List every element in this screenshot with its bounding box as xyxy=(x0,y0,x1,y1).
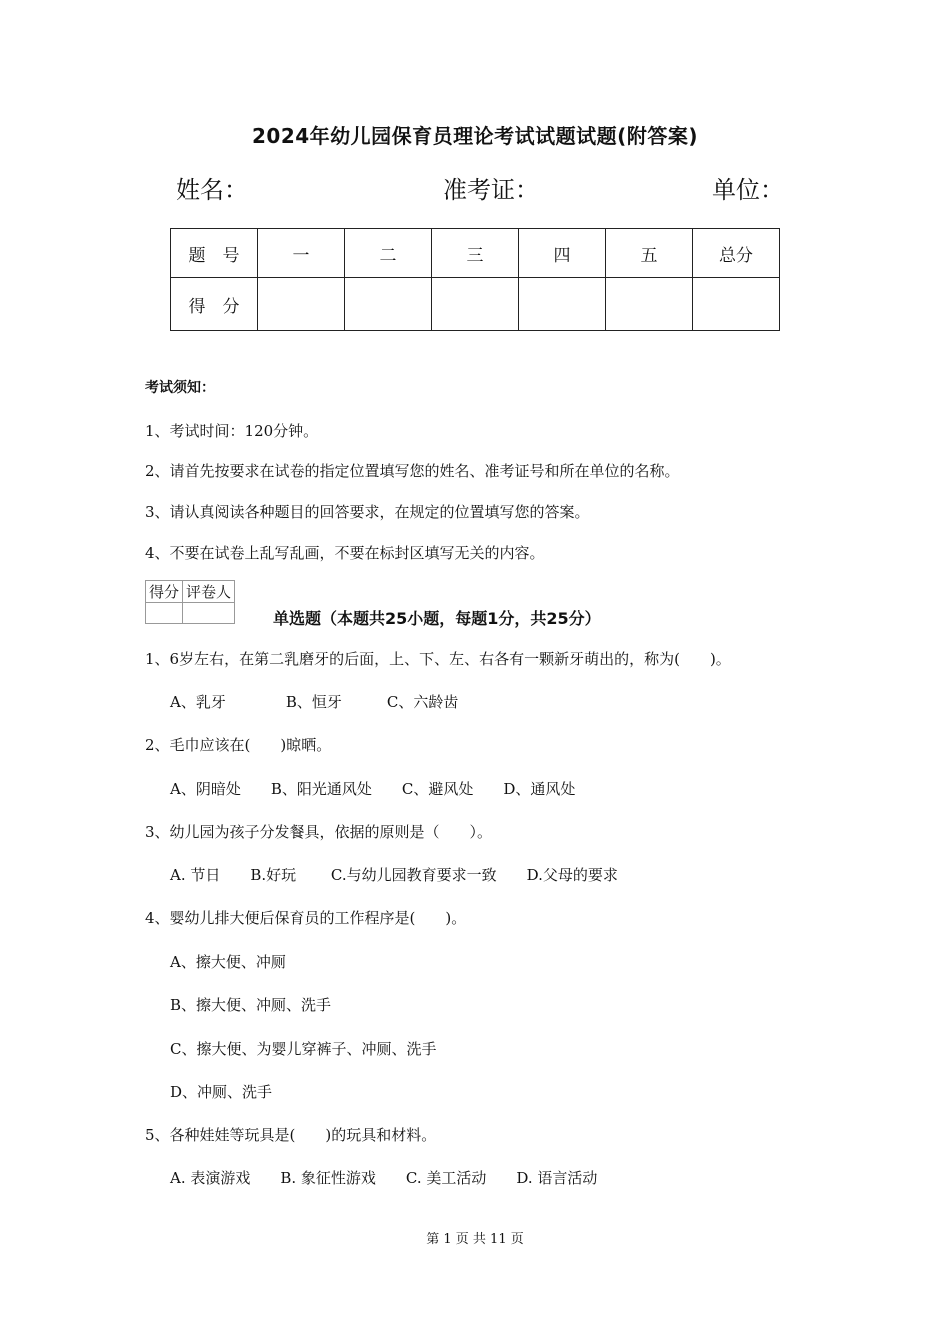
page-title: 2024年幼儿园保育员理论考试试题试题(附答案) xyxy=(252,124,698,148)
grader-box-grader-cell[interactable] xyxy=(183,603,235,624)
score-input-cell[interactable] xyxy=(345,278,432,331)
notice-item: 1、考试时间：120分钟。 xyxy=(145,422,319,440)
question-stem: 4、婴幼儿排大便后保育员的工作程序是( )。 xyxy=(145,909,467,927)
unit-field-label: 单位： xyxy=(712,176,784,204)
question-option: D、冲厕、洗手 xyxy=(170,1083,273,1101)
notice-item: 2、请首先按要求在试卷的指定位置填写您的姓名、准考证号和所在单位的名称。 xyxy=(145,462,680,480)
question-options: A. 节日 B.好玩 C.与幼儿园教育要求一致 D.父母的要求 xyxy=(170,866,618,884)
score-table-score-row xyxy=(171,278,780,331)
question-stem: 1、6岁左右，在第二乳磨牙的后面，上、下、左、右各有一颗新牙萌出的，称为( )。 xyxy=(145,650,731,668)
score-header-cell: 四 xyxy=(519,229,606,278)
notice-item: 3、请认真阅读各种题目的回答要求，在规定的位置填写您的答案。 xyxy=(145,503,590,521)
grader-box-grader-label: 评卷人 xyxy=(183,581,235,603)
score-header-cell: 题 号 xyxy=(171,229,258,278)
question-options: A、乳牙 B、恒牙 C、六龄齿 xyxy=(170,693,459,711)
question-stem: 5、各种娃娃等玩具是( )的玩具和材料。 xyxy=(145,1126,437,1144)
section-title: 单选题（本题共25小题，每题1分，共25分） xyxy=(273,609,601,628)
question-option: C、擦大便、为婴儿穿裤子、冲厕、洗手 xyxy=(170,1040,437,1058)
grader-box-score-cell[interactable] xyxy=(146,603,183,624)
grader-box xyxy=(145,580,235,624)
score-row-label: 得 分 xyxy=(171,278,258,331)
score-header-cell: 总分 xyxy=(693,229,780,278)
question-option: B、擦大便、冲厕、洗手 xyxy=(170,996,332,1014)
question-stem: 2、毛巾应该在( )晾晒。 xyxy=(145,736,332,754)
question-options: A、阴暗处 B、阳光通风处 C、避风处 D、通风处 xyxy=(170,780,576,798)
score-table-header-row xyxy=(171,229,780,278)
score-header-cell: 二 xyxy=(345,229,432,278)
question-options: A. 表演游戏 B. 象征性游戏 C. 美工活动 D. 语言活动 xyxy=(170,1169,598,1187)
question-stem: 3、幼儿园为孩子分发餐具，依据的原则是（ ）。 xyxy=(145,823,493,841)
notice-item: 4、不要在试卷上乱写乱画，不要在标封区填写无关的内容。 xyxy=(145,544,545,562)
ticket-field-label: 准考证： xyxy=(443,176,539,204)
score-input-cell[interactable] xyxy=(519,278,606,331)
grader-box-score-label: 得分 xyxy=(146,581,183,603)
score-input-cell[interactable] xyxy=(432,278,519,331)
score-header-cell: 一 xyxy=(258,229,345,278)
question-option: A、擦大便、冲厕 xyxy=(170,953,286,971)
page-footer: 第 1 页 共 11 页 xyxy=(426,1232,524,1247)
score-header-cell: 五 xyxy=(606,229,693,278)
name-field-label: 姓名： xyxy=(176,176,248,204)
score-input-cell[interactable] xyxy=(606,278,693,331)
score-table xyxy=(170,228,780,331)
score-header-cell: 三 xyxy=(432,229,519,278)
score-input-cell[interactable] xyxy=(693,278,780,331)
notice-heading: 考试须知： xyxy=(145,380,215,396)
score-input-cell[interactable] xyxy=(258,278,345,331)
